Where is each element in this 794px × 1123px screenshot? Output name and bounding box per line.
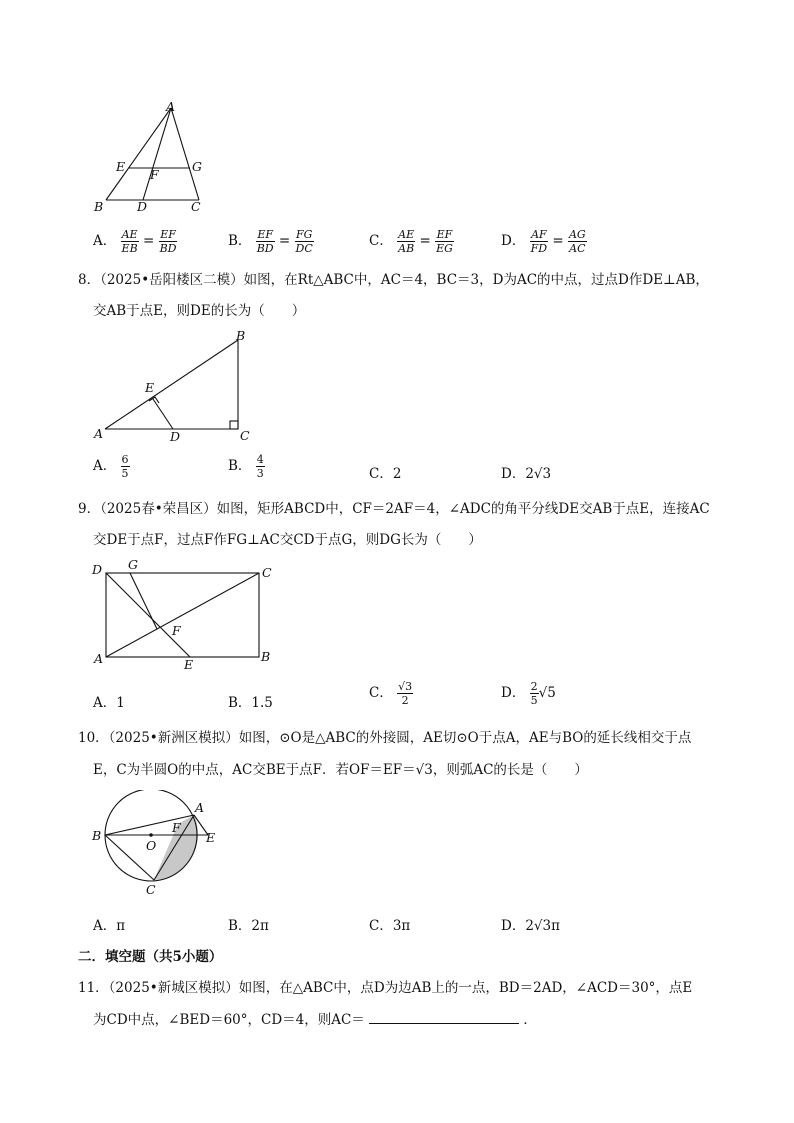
q10-option-c[interactable]: C．3π [369, 918, 411, 934]
label-D: D [92, 562, 103, 577]
label-B: B [94, 199, 104, 214]
q7-option-c[interactable]: C． $\frac{AE}{AB}$ = $\frac{EF}{EG}$ [369, 228, 453, 255]
label-F: F [172, 623, 181, 638]
q10-option-d[interactable]: D．2√3π [501, 918, 560, 934]
label-A: A [94, 426, 104, 441]
label-E: E [206, 830, 216, 845]
q9-stem-line2: 交DE于点F，过点F作FG⊥AC交CD于点G，则DG长为（ ） [93, 532, 482, 548]
figure-q8-right-triangle [88, 326, 258, 446]
section-heading-fill-in: 二．填空题（共5小题） [78, 949, 223, 965]
label-F: F [172, 820, 181, 835]
label-A: A [94, 651, 104, 666]
label-A: A [195, 800, 205, 815]
q11-answer-blank[interactable] [369, 1011, 519, 1024]
figure-q7-triangle [88, 96, 218, 218]
label-C: C [146, 882, 156, 897]
label-A: A [166, 99, 176, 114]
q8-option-b[interactable]: B． $\frac{4}{3}$ [228, 453, 264, 480]
q9-option-b[interactable]: B．1.5 [228, 695, 273, 711]
label-C: C [240, 428, 250, 443]
label-O: O [146, 838, 157, 853]
q9-stem-line1: 9．（2025春•荣昌区）如图，矩形ABCD中，CF＝2AF＝4，∠ADC的角平分线DE交AB于点E，连接AC [78, 501, 710, 517]
label-F: F [150, 167, 159, 182]
label-C: C [262, 565, 272, 580]
label-C: C [191, 199, 201, 214]
label-D: D [137, 199, 148, 214]
q9-option-d[interactable]: D． $\frac{2}{5}$ √5 [501, 680, 556, 707]
q9-option-c[interactable]: C． $\frac{√3}{2}$ [369, 680, 413, 707]
q7-option-b[interactable]: B． $\frac{EF}{BD}$ = $\frac{FG}{DC}$ [228, 228, 313, 255]
q8-option-a[interactable]: A． $\frac{6}{5}$ [93, 453, 129, 480]
figure-q9-rectangle [88, 557, 278, 672]
q10-option-b[interactable]: B．2π [228, 918, 269, 934]
q8-option-c[interactable]: C．2 [369, 466, 402, 482]
figure-q10-circle [88, 790, 228, 902]
q10-stem-line1: 10．（2025•新洲区模拟）如图，⊙O是△ABC的外接圆，AE切⊙O于点A，AE与BO的延长线相交于点 [78, 730, 692, 746]
q8-option-d[interactable]: D．2√3 [501, 466, 552, 482]
label-E: E [116, 159, 126, 174]
label-G: G [128, 557, 138, 572]
q7-option-d[interactable]: D． $\frac{AF}{FD}$ = $\frac{AG}{AC}$ [501, 228, 586, 255]
label-B: B [261, 649, 271, 664]
label-E: E [145, 380, 155, 395]
label-D: D [170, 429, 181, 444]
label-B: B [236, 328, 246, 343]
label-B: B [92, 828, 102, 843]
label-E: E [184, 657, 194, 672]
q8-stem-line2: 交AB于点E，则DE的长为（ ） [93, 303, 306, 319]
label-G: G [192, 159, 202, 174]
q8-stem-line1: 8．（2025•岳阳楼区二模）如图，在Rt△ABC中，AC＝4，BC＝3，D为AC的中点，过点D作DE⊥AB， [78, 272, 709, 288]
q10-option-a[interactable]: A．π [93, 918, 126, 934]
q11-stem-line1: 11．（2025•新城区模拟）如图，在△ABC中，点D为边AB上的一点，BD＝2AD，∠ACD＝30°，点E [78, 980, 693, 996]
q11-stem-line2: 为CD中点，∠BED＝60°，CD＝4，则AC＝ ． [93, 1012, 537, 1028]
q9-option-a[interactable]: A．1 [93, 695, 125, 711]
q10-stem-line2: E，C为半圆O的中点，AC交BE于点F．若OF＝EF＝√3，则弧AC的长是（ ） [93, 762, 588, 778]
q7-option-a[interactable]: A． $\frac{AE}{EB}$ = $\frac{EF}{BD}$ [93, 228, 177, 255]
